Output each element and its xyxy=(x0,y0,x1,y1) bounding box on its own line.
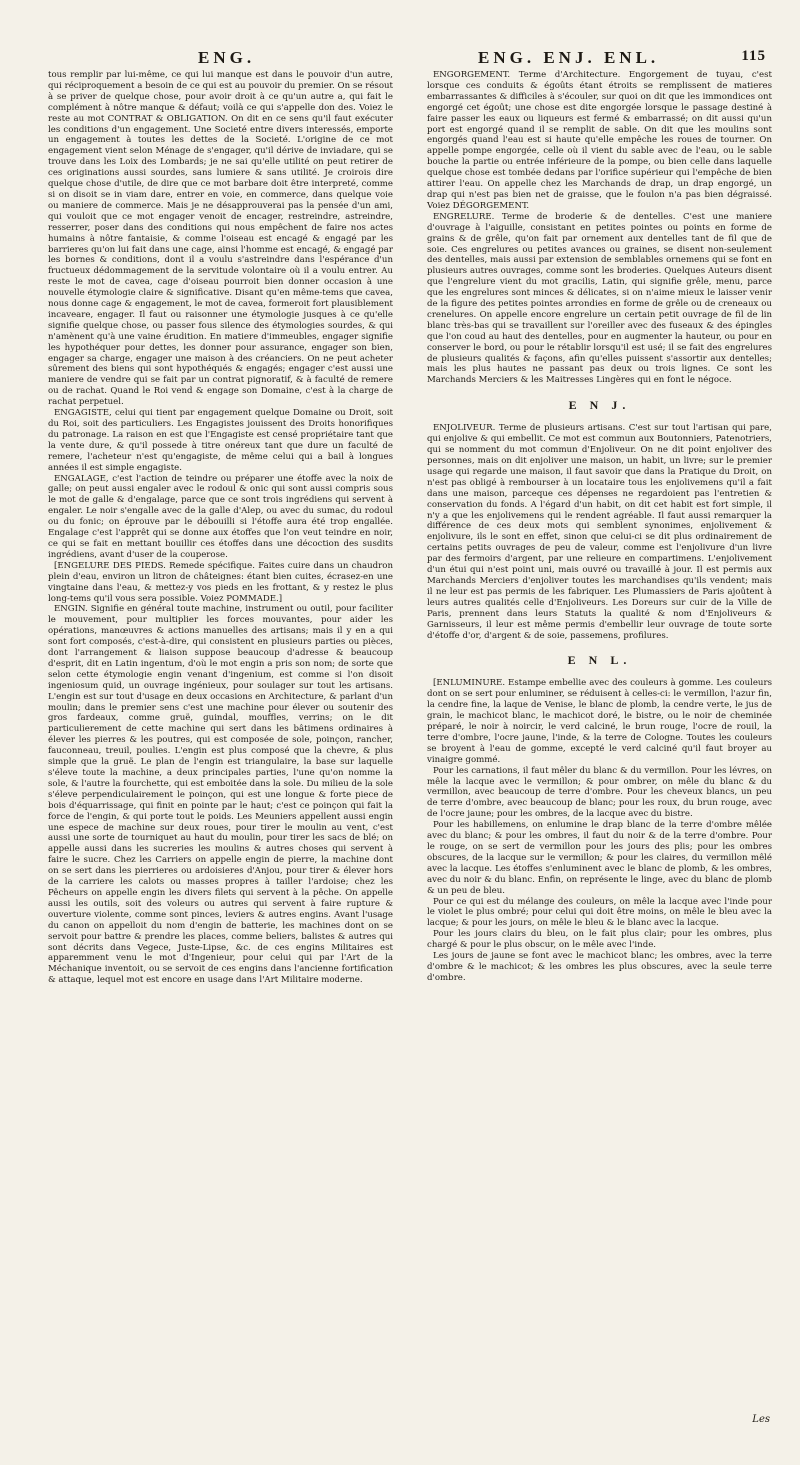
dictionary-entry: Pour les jours clairs du bleu, on le fait plus clair; pour les ombres, plus chargé & pour le plus obscur, on le mêle avec l'inde. xyxy=(427,929,772,951)
dictionary-entry: ENJOLIVEUR. Terme de plusieurs artisans. C'est sur tout l'artisan qui pare, qui enjolive & qui embellit. Ce mot est commun aux Boutonniers, Patenotriers, qui se nomment du mot commun d'Enjoliveur. On ne dit point enjoliver des personnes, mais on dit enjoliver une maison, un habit, un livre; sur le premier usage qui regarde une maison, il faut savoir que dans la Pratique du Droit, on n'est pas obligé à rembourser à un locataire tous les enjolivemens qu'il a fait dans une maison, parceque ces dépenses ne regardoient pas l'entretien & conservation du fonds. A l'égard d'un habit, on dit cet habit est fort simple, il n'y a que les enjolivemens qui le rendent agréable. Il faut aussi remarquer la différence de ces deux mots qui semblent synonimes, enjolivement & enjolivure, ils le sont en effet, sinon que celui-ci se dit plus ordinairement de certains petits ouvrages de peu de valeur, comme est l'enjolivure d'un livre par des fermoirs d'argent, par une relieure en compartimens. L'enjolivement d'un étui qui n'est point uni, mais ouvré ou travaillé à jour. Il est permis aux Marchands Merciers d'enjoliver toutes les marchandises qu'ils vendent; mais il ne leur est pas permis de les fabriquer. Les Plumassiers de Paris ajoûtent à leurs autres qualités celle d'Enjoliveurs. Les Doreurs sur cuir de la Ville de Paris, prennent dans leurs Statuts la qualité & nom d'Enjoliveurs & Garnisseurs, il leur est même permis d'embellir leur ouvrage de toute sorte d'étoffe d'or, d'argent & de soie, passemens, profilures. xyxy=(427,423,772,641)
dictionary-entry: [ENGELURE DES PIEDS. Remede spécifique. Faites cuire dans un chaudron plein d'eau, environ un litron de châteignes: étant bien cuites, écrasez-en une vingtaine dans l'eau, & mettez-y vos pieds en les frottant, & y restez le plus long-tems qu'il vous sera possible. Voiez POMMADE.] xyxy=(48,560,393,604)
right-mid-entries xyxy=(427,423,772,641)
page-number: 115 xyxy=(741,48,766,64)
left-column xyxy=(48,70,393,986)
dictionary-entry: ENGRELURE. Terme de broderie & de dentelles. C'est une maniere d'ouvrage à l'aiguille, consistant en petites pointes ou points en forme de grains & de grêle, qu'on fait par ornement aux dentelles tant de fil que de soie. Ces engrelures ou petites avances ou graines, se disent non-seulement des dentelles, mais aussi par extension de semblables ornemens qui se font en plusieurs autres ouvrages, comme sont les broderies. Quelques Auteurs disent que l'engrelure vient du mot gracilis, Latin, qui signifie grêle, menu, parce que les engrelures sont minces & délicates, si on n'aime mieux le laisser venir de la figure des petites pointes arrondies en forme de grêle ou de creneaux ou crenelures. On appelle encore engrelure un certain petit ouvrage de fil de lin blanc très-bas qui se travaillent sur l'oreiller avec des fuseaux & des épingles que l'on coud au haut des dentelles, pour en augmenter la hauteur, ou pour en conserver le bord, ou pour le rétablir lorsqu'il est usé; il se fait des engrelures de plusieurs qualités & façons, afin qu'elles puissent s'assortir aux dentelles; mais les plus hautes ne passant pas deux ou trois lignes. Ce sont les Marchands Merciers & les Maitresses Lingères qui en font le négoce. xyxy=(427,211,772,386)
dictionary-entry: ENGAGISTE, celui qui tient par engagement quelque Domaine ou Droit, soit du Roi, soit des particuliers. Les Engagistes jouissent des Droits honorifiques du patronage. La raison en est que l'Engagiste est censé propriétaire tant que la vente dure, & qu'il possede à titre onéreux tant que dure un faculté de remere, l'acheteur n'est qu'engagiste, de même celui qui a bail à longues années il est simple engagiste. xyxy=(48,408,393,473)
dictionary-entry: Pour les habillemens, on enlumine le drap blanc de la terre d'ombre mêlée avec du blanc; & pour les ombres, il faut du noir & de la terre d'ombre. Pour le rouge, on se sert de vermillon pour les jours des plis; pour les ombres obscures, de la lacque sur le vermillon; & pour les claires, du vermillon mêlé avec la lacque. Les étoffes s'enluminent avec le blanc de plomb, & les ombres, avec du noir & du blanc. Enfin, on représente le linge, avec du blanc de plomb & un peu de bleu. xyxy=(427,820,772,896)
right-bottom-entries xyxy=(427,678,772,983)
running-header xyxy=(48,44,772,70)
right-top-entries xyxy=(427,70,772,386)
header-left: ENG. xyxy=(198,48,256,67)
dictionary-entry: Pour ce qui est du mélange des couleurs, on mêle la lacque avec l'inde pour le violet le plus ombré; pour celui qui doit être moins, on mêle le bleu avec la lacque; & pour les jours, on mêle le bleu & le blanc avec la lacque. xyxy=(427,896,772,929)
catchword: Les xyxy=(752,1414,770,1425)
dictionary-entry: ENGIN. Signifie en général toute machine, instrument ou outil, pour faciliter le mouvement, pour multiplier les forces mouvantes, pour aider les opérations, manœuvres & actions manuelles des artisans; mais il y en a qui sont fort composés, c'est-à-dire, qui consistent en plusieurs parties ou pièces, dont l'arrangement & liaison suppose beaucoup d'adresse & beaucoup d'esprit, dit en Latin ingentum, d'où le mot engin a pris son nom; de sorte que selon cette étymologie engin venant d'ingenium, est comme si l'on disoit ingeniosum quid, un ouvrage ingénieux, pour soulager sur tout les artisans. L'engin est sur tout d'usage en deux occasions en Architecture, & parlant d'un moulin; dans le premier sens c'est une machine pour élever ou soutenir des gros fardeaux, comme gruë, guindal, mouffles, verrins; on le dit particulierement de cette machine qui sert dans les bâtimens ordinaires à élever les pierres & les poutres, qui est composée de sole, poinçon, rancher, fauconneau, treuil, poulies. L'engin est plus composé que la chevre, & plus simple que la gruë. Le plan de l'engin est triangulaire, la base sur laquelle s'éleve toute la machine, a deux principales parties, l'une qu'on nomme la sole, & l'autre la fourchette, qui est emboitée dans la sole. Du milieu de la sole s'éleve perpendiculairement le poinçon, qui est une longue & forte piece de bois d'équarrissage, qui finit en pointe par le haut; c'est ce poinçon qui fait la force de l'engin, & qui porte tout le poids. Les Meuniers appellent aussi engin une espece de machine sur deux roues, pour tirer le moulin au vent, c'est aussi une sorte de tourniquet au haut du moulin, pour tirer les sacs de blé; on appelle aussi dans les sucreries les moulins & autres choses qui servent à faire le sucre. Chez les Carriers on appelle engin de pierre, la machine dont on se sert dans les pierrieres ou ardoisieres d'Anjou, pour tirer & élever hors de la carriere les calots ou masses propres à tailler l'ardoise; chez les Pêcheurs on appelle engin les divers filets qui servent à la pêche. On appelle aussi les outils, soit des voleurs ou autres qui servent à faire rupture & ouverture violente, comme sont pinces, leviers & autres engins. Avant l'usage du canon on appelloit du nom d'engin de batterie, les machines dont on se servoit pour battre & prendre les places, comme beliers, balistes & autres qui sont décrits dans Vegece, Juste-Lipse, &c. de ces engins Militaires est apparemment venu le mot d'Ingenieur, pour celui qui par l'Art de la Méchanique inventoit, ou se servoit de ces engins dans l'ancienne fortification & attaque, lequel mot est encore en usage dans l'Art Militaire moderne. xyxy=(48,604,393,986)
header-right: ENG. ENJ. ENL. xyxy=(478,48,660,67)
dictionary-entry: tous remplir par lui-même, ce qui lui manque est dans le pouvoir d'un autre, qui réciproquement a besoin de ce qui est au pouvoir du premier. On se résout à se priver de quelque chose, pour avoir droit à ce qu'un autre a, qui fait le complément à nôtre manque & défaut; voilà ce qui s'appelle don des. Voiez le reste au mot CONTRAT & OBLIGATION. On dit en ce sens qu'il faut exécuter les conditions d'un engagement. Une Societé entre divers interessés, emporte un engagement à toutes les dettes de la Societé. L'origine de ce mot engagement vient selon Ménage de s'engager, qu'il dérive de inviadare, qui se trouve dans les Loix des Lombards; je ne sai qu'elle utilité on peut retirer de ces originations aussi sourdes, sans lumiere & sans utilité. Je croirois dire quelque chose d'utile, de dire que ce mot barbare doit être interpreté, comme si on disoit se in viam dare, entrer en voie, en commerce, dans quelque voie ou maniere de commerce. Mais je ne désapprouverai pas la pensée d'un ami, qui vouloit que ce mot engager venoit de encager, restreindre, astreindre, resserrer, poser dans des conditions qui nous empêchent de faire nos actes humains à nôtre fantaisie, & comme l'oiseau est encagé & engagé par les barrieres qu'on lui fait dans une cage, ainsi l'homme est encagé, & engagé par les bornes & conditions, dont il a voulu s'astreindre dans l'espérance d'un fructueux dédommagement de la servitude volontaire où il a voulu entrer. Au reste le mot de cavea, cage d'oiseau pourroit bien donner occasion à une nouvelle étymologie claire & significative. Disant qu'en même-tems que cavea, nous donne cage & engagement, le mot de cavea, formeroit fort plausiblement incaveare, engager. Il faut ou raisonner une étymologie jusques à ce qu'elle signifie quelque chose, ou passer fous silence des étymologies sourdes, & qui n'amènent qu'à une vaine érudition. En matiere d'immeubles, engager signifie les hypothéquer pour dettes, les donner pour assurance, engager son bien, engager sa charge, engager une maison à des créanciers. On ne peut acheter sûrement des biens qui sont hypothéqués & engagés; engager c'est aussi une maniere de vendre qui se fait par un contrat pignoratif, & à faculté de remere ou de rachat. Quand le Roi vend & engage son Domaine, c'est à la charge de rachat perpetuel. xyxy=(48,70,393,408)
dictionary-entry: ENGORGEMENT. Terme d'Architecture. Engorgement de tuyau, c'est lorsque ces conduits & égoûts étant étroits se remplissent de matieres embarrassantes & difficiles à s'écouler, sur quoi on dit que les immondices ont engorgé cet égoût; une chose est dite engorgée lorsque le passage destiné à faire passer les eaux ou liqueurs est fermé & embarrassé; on dit aussi qu'un port est engorgé quand il se remplit de sable. On dit que les moulins sont engorgés quand l'eau est si haute qu'elle empêche les roues de tourner. On appelle pompe engorgée, celle où il vient du sable avec de l'eau, ou le sable bouche la partie ou entrée inférieure de la pompe, ou bien celle dans laquelle quelque chose est tombée dedans par l'orifice supérieur qui l'empêche de bien attirer l'eau. On appelle chez les Marchands de drap, un drap engorgé, un drap qui n'est pas bien net de graisse, que le foulon n'a pas bien dégraissé. Voiez DÉGORGEMENT. xyxy=(427,70,772,211)
dictionary-entry: [ENLUMINURE. Estampe embellie avec des couleurs à gomme. Les couleurs dont on se sert pour enluminer, se réduisent à celles-ci: le vermillon, l'azur fin, la cendre fine, la laque de Venise, le blanc de plomb, la cendre verte, le jus de grain, le machicot blanc, le machicot doré, le bistre, ou le noir de cheminée préparé, le noir à noircir, le verd calciné, le brun rouge, l'ocre de rouil, la terre d'ombre, l'ocre jaune, l'inde, & la terre de Cologne. Toutes les couleurs se broyent à l'eau de gomme, excepté le verd calciné qu'il faut broyer au vinaigre gommé. xyxy=(427,678,772,765)
dictionary-entry: Les jours de jaune se font avec le machicot blanc; les ombres, avec la terre d'ombre & le machicot; & les ombres les plus obscures, avec la seule terre d'ombre. xyxy=(427,951,772,983)
section-heading-enl: E N L. xyxy=(567,653,632,668)
dictionary-entry: Pour les carnations, il faut mêler du blanc & du vermillon. Pour les lévres, on mêle la lacque avec le vermillon; & pour ombrer, on mêle du blanc & du vermillon, avec beaucoup de terre d'ombre. Pour les cheveux blancs, un peu de terre d'ombre, avec beaucoup de blanc; pour les roux, du brun rouge, avec de l'ocre jaune; pour les ombres, de la lacque avec du bistre. xyxy=(427,765,772,820)
section-heading-enj: E N J. xyxy=(568,398,631,413)
dictionary-entry: ENGALAGE, c'est l'action de teindre ou préparer une étoffe avec la noix de galle; on peut aussi engaler avec le rodoul & onic qui sont aussi compris sous le mot de galle & d'engalage, parce que ce sont trois ingrédiens qui servent à engaler. Le noir s'engalle avec de la galle d'Alep, ou avec du sumac, du rodoul ou du fonic; on éprouve par le débouilli si l'étoffe aura été trop engallée. Engalage c'est l'apprêt qui se donne aux étoffes que l'on veut teindre en noir, ce qui se fait en mettant bouillir ces étoffes dans une décoction des susdits ingrédiens, avant d'user de la couperose. xyxy=(48,473,393,560)
right-column xyxy=(427,70,772,986)
two-columns xyxy=(48,70,772,986)
